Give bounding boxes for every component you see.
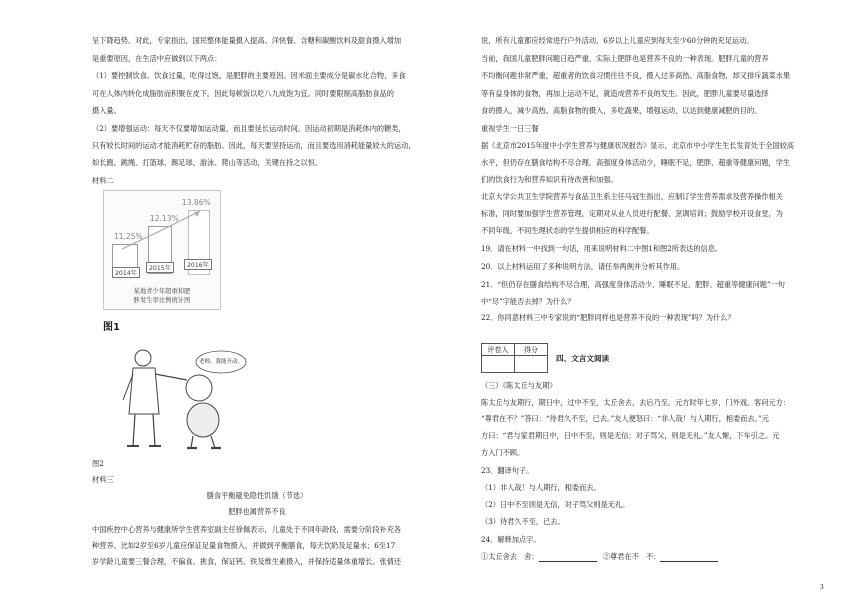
score-table-label-grader: 评卷人	[482, 344, 515, 356]
chart-label-2015-pct: 12.13%	[150, 214, 179, 223]
paragraph-line: 岁学龄儿童要三餐合理，不偏食、挑食，保证钙、铁及维生素摄入，并保持适量体重增长。张倩还	[92, 557, 402, 566]
paragraph-line: 等有益身体的食物，再加上运动不足，就造成营养不良的发生。因此，肥胖儿童要尽量选择	[481, 89, 769, 98]
paragraph-line: 中国疾控中心营养与健康所学生营养室副主任徐佩表示，儿童处于不同年龄段，需要分阶段补充各	[92, 525, 402, 534]
material-heading: 材料三	[92, 475, 114, 484]
translate-item-3: （3）待君久不至，已去。	[481, 517, 565, 526]
question-19: 19．请在材料一中找到一句话，用来说明材料二中图1和图2所表达的信息。	[481, 244, 723, 253]
question-21-cont: 中“尽”字能否去掉？为什么？	[481, 297, 575, 306]
score-table	[481, 343, 548, 373]
word-item-2-text: ②尊君在不 不：	[602, 552, 661, 561]
article-subtitle: 肥胖也属营养不良	[228, 507, 286, 516]
paragraph-line: 不同年级，不同生理状态的学生提供相应的科学配餐。	[481, 226, 654, 235]
chart-year-2014: 2014年	[112, 267, 140, 278]
translate-item-2: （2）日中不至则是无信，对子骂父则是无礼。	[481, 500, 630, 509]
chart-caption-line2: 胖发生率比例统计图	[133, 297, 191, 304]
passage-line: 方入门不顾。	[481, 448, 525, 457]
paragraph-line: （1）要控制饮食。饮食过量，吃得过饱，是肥胖的主要原因。因米面主要成分是碳水化合物，多食	[92, 71, 406, 80]
paragraph-line: 是重要原因，在生活中应做到以下两点：	[92, 54, 222, 63]
paragraph-line: 说，所有儿童都应经常进行户外活动，6岁以上儿童应到每天至少60分钟的充足运动。	[481, 36, 754, 45]
translate-item-1: （1）非人哉！与人期行，相委而去。	[481, 483, 601, 492]
question-20: 20．以上材料运用了多种说明方法，请任举两例并分析其作用。	[481, 262, 685, 271]
paragraph-line: 只有较长时间的运动才能消耗贮存的脂肪。因此，每天要坚持运动，而且要选用消耗能量较大的运动，	[92, 141, 416, 150]
paragraph-line: 们的饮食行为和营养知识有待改善和加强。	[481, 175, 618, 184]
answer-blank-1[interactable]	[539, 554, 597, 562]
cartoon-speech-text: 老师，我能开动。	[199, 359, 244, 365]
question-24: 24．解释加点字。	[481, 535, 541, 544]
paragraph-line: （2）要增强运动：每天不仅要增加运动量，而且要延长运动时间。因运动初期是消耗体内的糖类，	[92, 124, 406, 133]
paragraph-line: 据《北京市2015年度中小学生营养与健康状况报告》显示，北京市中小学生生长发育处于全国较高	[481, 141, 794, 150]
passage-title: （三）《陈太丘与友期》	[481, 381, 557, 390]
material-heading: 材料二	[92, 176, 114, 185]
word-item-1	[481, 552, 718, 562]
question-23: 23．翻译句子。	[481, 466, 534, 475]
passage-line: 陈太丘与友期行，期日中，过中不至，太丘舍去，去后乃至。元方时年七岁，门外戏。客问元方：	[481, 398, 791, 407]
chart-year-2015: 2015年	[146, 262, 174, 273]
paragraph-line: 可在人体内转化成脂肪而积聚在皮下。因此每顿饭以吃八九成饱为宜。同时要限制高脂肪食品的	[92, 89, 394, 98]
section-heading: 四、文言文阅读	[556, 354, 610, 363]
word-item-1-text: ①太丘舍去 舍：	[481, 552, 539, 561]
paragraph-line: 种营养。比如2岁至6岁儿童应保证足量食物摄入，并做到平衡膳食，每天饮奶及足量水；6至17	[92, 541, 396, 550]
paragraph-line: 食的摄入，减少高热、高脂食物的摄入，多吃蔬果，增强运动，以达到健康减肥的目的。	[481, 106, 762, 115]
score-table-cell	[482, 356, 515, 373]
paragraph-line: 水平，但仍存在膳食结构不尽合理，高强度身体活动少，睡眠不足，肥胖，超重等健康问题，学生	[481, 158, 791, 167]
question-21: 21．“但仍存在膳食结构不尽合理，高强度身体活动少、睡眠不足、肥胖、超重等健康问题”一句	[481, 280, 785, 289]
question-22: 22．你同意材料三中专家说的“肥胖同样也是营养不良的一种表现”吗？为什么？	[481, 313, 735, 322]
paragraph-line: 如长跑、跳绳、打篮球、踢足球、游泳、爬山等活动，关键在持之以恒。	[92, 158, 323, 167]
paragraph-line: 北京大学公共卫生学院营养与食品卫生系主任马冠生指出，应制订学生营养需求及营养操作相关	[481, 192, 783, 201]
chart-caption-line1: 某地青少年超重和肥	[133, 288, 191, 295]
passage-line: 方曰：“君与家君期日中，日中不至，则是无信；对子骂父，则是无礼。”友人惭，下车引之。元	[481, 431, 780, 440]
paragraph-line: 不均衡问题非常严重，超重者的饮食习惯往往不良，摄入过多高热、高脂食物，却又排斥蔬菜水果	[481, 71, 791, 80]
figure-1-label: 图1	[103, 322, 120, 333]
paragraph-line: 呈下降趋势。对此，专家指出，国民整体能量摄入提高、洋快餐、含糖和碳酸饮料及甜食摄入增加	[92, 36, 402, 45]
answer-blank-2[interactable]	[660, 554, 718, 562]
chart-label-2016-pct: 13.86%	[182, 198, 211, 207]
section-subheading: 重视学生一日三餐	[481, 124, 539, 133]
paragraph-line: 当前，我国儿童肥胖问题日趋严重，实际上肥胖也是营养不良的一种表现。肥胖儿童的营养	[481, 54, 769, 63]
figure-2-label: 图2	[92, 459, 104, 468]
score-table-cell	[515, 356, 548, 373]
page-number: 3	[820, 584, 824, 591]
chart-year-2016: 2016年	[184, 259, 212, 270]
chart-label-2014-pct: 11.25%	[114, 232, 143, 241]
score-table-label-score: 得分	[515, 344, 548, 356]
figure-1-chart	[103, 190, 221, 310]
passage-line: “尊君在不？”答曰：“待君久不至，已去。”友人便怒曰：“非人哉！与人期行，相委而去。”元	[481, 414, 769, 423]
paragraph-line: 标准，同时要加强学生营养管理，定期对从业人员进行配餐、烹调培训；鼓励学校开设食堂，为	[481, 209, 783, 218]
paragraph-line: 摄入量。	[92, 106, 121, 115]
article-title: 膳食平衡避免隐性饥饿（节选）	[206, 491, 308, 500]
